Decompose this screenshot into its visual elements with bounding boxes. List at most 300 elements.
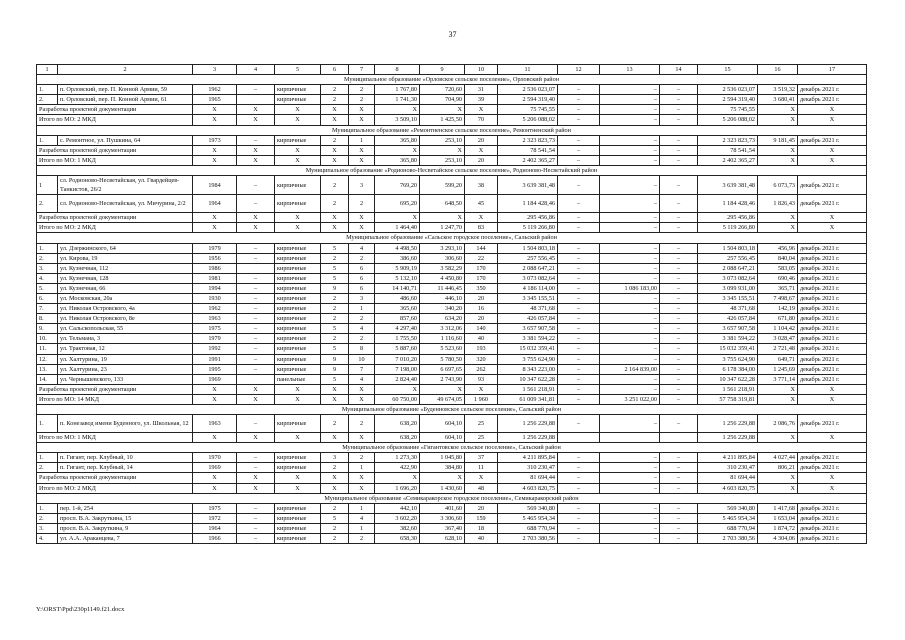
building-cell: декабрь 2021 г. [798, 344, 867, 354]
building-cell: 1972 [193, 513, 237, 523]
building-cell: 1 755,50 [375, 334, 420, 344]
building-cell: 170 [465, 273, 498, 283]
building-cell: – [600, 354, 660, 364]
building-cell: 4 [349, 243, 375, 253]
summary-cell: X [193, 105, 237, 115]
building-cell: – [237, 354, 275, 364]
building-cell: 10 347 622,28 [698, 374, 758, 384]
building-address: ул. Кузнечная, 66 [58, 283, 193, 293]
building-cell: 2 [321, 523, 349, 533]
summary-cell: X [349, 213, 375, 223]
summary-cell: X [758, 145, 798, 155]
summary-cell: X [275, 213, 321, 223]
summary-cell: 75 745,55 [498, 105, 558, 115]
building-cell: 2 [321, 415, 349, 433]
summary-cell: X [275, 223, 321, 233]
summary-cell: X [758, 155, 798, 165]
document-file-path: Y:\ORST\Ppd\230p1149.f21.docx [36, 606, 125, 613]
building-cell: – [558, 304, 600, 314]
building-cell: кирпичные [275, 95, 321, 105]
building-cell: 583,05 [758, 263, 798, 273]
building-cell: 7 010,20 [375, 354, 420, 364]
column-number-cell: 8 [375, 65, 420, 75]
summary-cell: 638,20 [375, 433, 420, 443]
building-cell: 1986 [193, 263, 237, 273]
building-cell: – [600, 95, 660, 105]
summary-cell: X [193, 394, 237, 404]
building-cell: декабрь 2021 г. [798, 314, 867, 324]
building-address: сл. Родионово-Несветайская, ул. Гвардейцев-Танкистов, 26/2 [58, 176, 193, 195]
summary-cell: X [758, 213, 798, 223]
building-address: с. Ремонтное, ул. Пушкина, 64 [58, 135, 193, 145]
summary-label: Разработка проектной документации [37, 384, 193, 394]
building-cell: 262 [465, 364, 498, 374]
summary-cell: X [375, 473, 420, 483]
summary-cell: X [758, 115, 798, 125]
building-cell: 7. [37, 304, 58, 314]
building-cell: 1984 [193, 176, 237, 195]
summary-cell: 5 206 088,02 [698, 115, 758, 125]
building-cell: 4 211 895,84 [498, 453, 558, 463]
summary-cell: X [321, 433, 349, 443]
building-cell: 14 140,71 [375, 283, 420, 293]
building-cell: 2 [321, 334, 349, 344]
building-cell: 2 536 023,07 [698, 85, 758, 95]
building-cell: – [600, 314, 660, 324]
building-cell: – [558, 364, 600, 374]
building-cell: 4 [349, 324, 375, 334]
summary-cell: – [558, 145, 600, 155]
summary-cell: X [798, 384, 867, 394]
building-cell: – [660, 253, 698, 263]
building-cell: – [660, 283, 698, 293]
building-cell: 4 186 114,00 [498, 283, 558, 293]
building-cell: 1 767,80 [375, 85, 420, 95]
building-cell: декабрь 2021 г. [798, 85, 867, 95]
summary-cell: 1 430,60 [420, 483, 465, 493]
summary-cell: X [420, 213, 465, 223]
building-cell: 704,90 [420, 95, 465, 105]
municipality-name: Муниципальное образование «Родионово-Несветайское сельское поселение», Родионово-Несветайский район [37, 165, 867, 175]
building-cell: 3 602,20 [375, 513, 420, 523]
municipality-section-row [37, 75, 867, 85]
building-cell: кирпичные [275, 283, 321, 293]
summary-cell: X [349, 483, 375, 493]
building-cell: 2. [37, 195, 58, 213]
building-cell: 3 680,41 [758, 95, 798, 105]
building-cell: 40 [465, 334, 498, 344]
building-cell: 350 [465, 283, 498, 293]
summary-cell: X [237, 384, 275, 394]
summary-cell: 61 009 341,81 [498, 394, 558, 404]
summary-cell: 295 456,86 [498, 213, 558, 223]
building-cell: – [237, 273, 275, 283]
building-cell: декабрь 2021 г. [798, 253, 867, 263]
building-cell: – [237, 314, 275, 324]
municipality-name: Муниципальное образование «Орловское сельское поселение», Орловский район [37, 75, 867, 85]
building-cell: – [237, 344, 275, 354]
summary-cell: 49 674,05 [420, 394, 465, 404]
building-cell: 20 [465, 135, 498, 145]
building-cell: – [600, 344, 660, 354]
building-address: ул. Кирова, 19 [58, 253, 193, 263]
summary-cell: X [321, 145, 349, 155]
summary-cell: – [558, 384, 600, 394]
building-cell: декабрь 2021 г. [798, 523, 867, 533]
building-cell: – [660, 334, 698, 344]
summary-cell: X [237, 394, 275, 404]
building-cell: 1991 [193, 354, 237, 364]
summary-cell: – [660, 213, 698, 223]
building-cell: 9 [321, 364, 349, 374]
building-cell: декабрь 2021 г. [798, 135, 867, 145]
building-cell: 2 [321, 314, 349, 324]
building-address: ул. Тельмана, 3 [58, 334, 193, 344]
building-cell: – [660, 135, 698, 145]
building-cell: 5 [321, 344, 349, 354]
building-row [37, 273, 867, 283]
building-cell: кирпичные [275, 304, 321, 314]
building-row [37, 463, 867, 473]
building-cell: 159 [465, 513, 498, 523]
summary-cell: X [237, 115, 275, 125]
summary-cell: X [321, 105, 349, 115]
summary-cell: – [600, 483, 660, 493]
summary-label: Итого по МО: 2 МКД [37, 223, 193, 233]
building-cell: 25 [465, 415, 498, 433]
summary-cell: 5 119 266,80 [498, 223, 558, 233]
building-cell: 40 [465, 534, 498, 544]
building-cell: 2 [349, 453, 375, 463]
building-cell: 1 045,80 [420, 453, 465, 463]
summary-label: Итого по МО: 14 МКД [37, 394, 193, 404]
building-cell: 1969 [193, 374, 237, 384]
summary-row [37, 433, 867, 443]
building-cell: 38 [465, 176, 498, 195]
summary-cell: 20 [465, 155, 498, 165]
summary-cell: X [375, 384, 420, 394]
building-cell: – [660, 344, 698, 354]
building-cell: 37 [465, 453, 498, 463]
building-cell: 1975 [193, 503, 237, 513]
summary-cell: X [275, 483, 321, 493]
summary-cell: – [660, 105, 698, 115]
summary-cell: X [798, 433, 867, 443]
summary-cell: X [193, 483, 237, 493]
building-address: ул. Николая Островского, 4а [58, 304, 193, 314]
summary-cell: X [275, 115, 321, 125]
summary-cell: 604,10 [420, 433, 465, 443]
building-cell: 426 057,84 [698, 314, 758, 324]
building-cell: 648,50 [420, 195, 465, 213]
building-cell: 3 582,29 [420, 263, 465, 273]
building-cell: 20 [465, 314, 498, 324]
building-cell: 442,10 [375, 503, 420, 513]
column-number-cell: 3 [193, 65, 237, 75]
summary-cell: X [349, 115, 375, 125]
summary-cell: X [237, 155, 275, 165]
building-cell: 1 116,60 [420, 334, 465, 344]
summary-cell: – [558, 483, 600, 493]
summary-cell: 2 402 365,27 [498, 155, 558, 165]
summary-label: Разработка проектной документации [37, 473, 193, 483]
building-cell: 671,80 [758, 314, 798, 324]
building-row [37, 314, 867, 324]
building-row [37, 415, 867, 433]
summary-cell: 2 402 365,27 [698, 155, 758, 165]
summary-cell: – [660, 394, 698, 404]
column-number-cell: 1 [37, 65, 58, 75]
building-cell: – [237, 334, 275, 344]
building-cell: декабрь 2021 г. [798, 415, 867, 433]
building-cell: 2. [37, 253, 58, 263]
municipality-section-row [37, 125, 867, 135]
building-cell: 3 657 907,58 [698, 324, 758, 334]
building-cell: 5 [321, 273, 349, 283]
building-cell: кирпичные [275, 176, 321, 195]
building-cell: декабрь 2021 г. [798, 324, 867, 334]
building-row [37, 304, 867, 314]
summary-cell: 1 247,70 [420, 223, 465, 233]
summary-cell: 1 561 218,91 [498, 384, 558, 394]
summary-cell: – [660, 223, 698, 233]
building-cell: 7 498,67 [758, 293, 798, 303]
summary-cell: 295 456,86 [698, 213, 758, 223]
building-cell: 1 741,30 [375, 95, 420, 105]
summary-cell: – [558, 473, 600, 483]
building-cell: 2 594 319,40 [698, 95, 758, 105]
building-cell: кирпичные [275, 334, 321, 344]
summary-cell: 48 [465, 483, 498, 493]
building-row [37, 334, 867, 344]
building-cell: 2 088 647,21 [698, 263, 758, 273]
building-cell: 3. [37, 263, 58, 273]
summary-cell: X [420, 145, 465, 155]
building-cell: 1 [349, 523, 375, 533]
summary-label: Разработка проектной документации [37, 105, 193, 115]
building-address: ул. Халтурина, 19 [58, 354, 193, 364]
building-cell: кирпичные [275, 243, 321, 253]
municipality-section-row [37, 233, 867, 243]
building-address: просп. В.А. Закруткина, 15 [58, 513, 193, 523]
building-cell: 2 [321, 534, 349, 544]
summary-cell: X [798, 473, 867, 483]
summary-cell: X [375, 105, 420, 115]
building-cell: 1. [37, 453, 58, 463]
building-cell: 6 [349, 273, 375, 283]
building-cell: – [237, 415, 275, 433]
summary-cell: – [558, 394, 600, 404]
building-cell: 4 027,44 [758, 453, 798, 463]
building-cell: 4 297,40 [375, 324, 420, 334]
building-cell: 4 [349, 374, 375, 384]
building-cell: 2 [349, 85, 375, 95]
building-cell: 6 697,65 [420, 364, 465, 374]
building-cell: 3 345 155,51 [698, 293, 758, 303]
building-cell: 1 184 428,46 [698, 195, 758, 213]
summary-cell: 1 256 229,88 [498, 433, 558, 443]
building-cell: 695,20 [375, 195, 420, 213]
summary-cell: 70 [465, 115, 498, 125]
building-cell: кирпичные [275, 293, 321, 303]
building-cell: 3 [349, 293, 375, 303]
building-cell: декабрь 2021 г. [798, 283, 867, 293]
summary-cell: 3 509,10 [375, 115, 420, 125]
building-cell: 1973 [193, 135, 237, 145]
building-address: ул. А.А. Араканцева, 7 [58, 534, 193, 544]
building-cell: декабрь 2021 г. [798, 176, 867, 195]
building-cell: – [600, 453, 660, 463]
building-cell: 6 178 384,00 [698, 364, 758, 374]
building-cell: декабрь 2021 г. [798, 293, 867, 303]
building-address: ул. Трактовая, 12 [58, 344, 193, 354]
summary-cell: – [660, 145, 698, 155]
building-cell: 1. [37, 135, 58, 145]
building-address: ул. Халтурина, 23 [58, 364, 193, 374]
building-cell: – [558, 283, 600, 293]
building-cell: кирпичные [275, 135, 321, 145]
building-cell: 3 073 082,64 [698, 273, 758, 283]
summary-row [37, 213, 867, 223]
building-cell: 1962 [193, 85, 237, 95]
building-cell: 16 [465, 304, 498, 314]
building-cell: 11 446,45 [420, 283, 465, 293]
building-address: ул. Кузнечная, 128 [58, 273, 193, 283]
building-cell: 1964 [193, 523, 237, 533]
building-cell: 1963 [193, 415, 237, 433]
building-cell: 3 028,47 [758, 334, 798, 344]
building-cell: 806,21 [758, 463, 798, 473]
building-cell: 1964 [193, 195, 237, 213]
building-cell: 1 653,04 [758, 513, 798, 523]
building-cell: кирпичные [275, 503, 321, 513]
summary-cell: X [758, 384, 798, 394]
summary-cell: X [465, 213, 498, 223]
building-cell: 1995 [193, 364, 237, 374]
building-cell: 1 [349, 304, 375, 314]
building-cell: 7 198,00 [375, 364, 420, 374]
building-cell: 7 [349, 364, 375, 374]
building-cell: – [558, 253, 600, 263]
building-row [37, 95, 867, 105]
summary-cell: – [558, 223, 600, 233]
building-cell: 1965 [193, 95, 237, 105]
building-cell: 382,60 [375, 523, 420, 533]
building-cell: 1994 [193, 283, 237, 293]
building-cell: 634,20 [420, 314, 465, 324]
building-cell: – [600, 324, 660, 334]
building-row [37, 243, 867, 253]
summary-cell: X [798, 115, 867, 125]
building-cell: декабрь 2021 г. [798, 513, 867, 523]
building-cell: 1962 [193, 304, 237, 314]
building-cell: – [237, 304, 275, 314]
building-cell: 1979 [193, 334, 237, 344]
column-number-cell: 12 [558, 65, 600, 75]
building-cell: 48 371,68 [698, 304, 758, 314]
summary-cell: X [193, 473, 237, 483]
building-row [37, 324, 867, 334]
building-cell: 365,80 [375, 135, 420, 145]
building-row [37, 523, 867, 533]
summary-cell: X [349, 155, 375, 165]
building-cell: 3 [349, 176, 375, 195]
building-row [37, 354, 867, 364]
building-cell: 3 293,10 [420, 243, 465, 253]
building-cell: – [660, 263, 698, 273]
building-cell: – [660, 523, 698, 533]
housing-repair-register-table [36, 64, 867, 544]
building-cell: 320 [465, 354, 498, 364]
building-row [37, 344, 867, 354]
building-cell: – [660, 374, 698, 384]
building-cell: 1 504 803,18 [698, 243, 758, 253]
column-number-cell: 7 [349, 65, 375, 75]
building-cell: 456,96 [758, 243, 798, 253]
building-cell: 22 [465, 253, 498, 263]
summary-cell: X [349, 473, 375, 483]
building-cell: 1. [37, 243, 58, 253]
summary-cell: X [275, 145, 321, 155]
building-cell: кирпичные [275, 534, 321, 544]
building-cell: – [600, 534, 660, 544]
summary-cell: X [798, 394, 867, 404]
summary-label: Итого по МО: 2 МКД [37, 483, 193, 493]
summary-cell [600, 433, 660, 443]
summary-cell: – [558, 213, 600, 223]
summary-row [37, 115, 867, 125]
building-cell: 1 273,30 [375, 453, 420, 463]
summary-cell: X [349, 384, 375, 394]
building-cell: 39 [465, 95, 498, 105]
building-address: п. Гигант, пер. Клубный, 14 [58, 463, 193, 473]
building-cell: 2 743,90 [420, 374, 465, 384]
summary-cell: X [193, 223, 237, 233]
summary-cell: X [321, 115, 349, 125]
building-cell: 840,04 [758, 253, 798, 263]
building-cell: 306,60 [420, 253, 465, 263]
building-cell: 1930 [193, 293, 237, 303]
summary-row [37, 394, 867, 404]
building-cell: 2 164 839,00 [600, 364, 660, 374]
building-cell: – [237, 503, 275, 513]
building-cell: 1 [349, 463, 375, 473]
building-cell: 446,10 [420, 293, 465, 303]
building-row [37, 293, 867, 303]
building-cell: 9 [321, 283, 349, 293]
building-cell: 1 874,72 [758, 523, 798, 533]
summary-label: Итого по МО: 1 МКД [37, 433, 193, 443]
building-cell: 5 465 954,34 [498, 513, 558, 523]
summary-row [37, 473, 867, 483]
building-cell: 10 347 622,28 [498, 374, 558, 384]
building-cell: – [237, 534, 275, 544]
building-cell: 5 780,50 [420, 354, 465, 364]
building-cell: – [558, 176, 600, 195]
building-cell: – [660, 293, 698, 303]
building-cell: – [660, 273, 698, 283]
summary-cell: X [349, 145, 375, 155]
building-cell: – [660, 176, 698, 195]
building-cell: – [660, 453, 698, 463]
building-row [37, 283, 867, 293]
building-cell: декабрь 2021 г. [798, 195, 867, 213]
building-cell: 31 [465, 85, 498, 95]
building-cell [237, 374, 275, 384]
column-number-cell: 4 [237, 65, 275, 75]
column-number-row [37, 65, 867, 75]
building-cell: 3 657 907,58 [498, 324, 558, 334]
